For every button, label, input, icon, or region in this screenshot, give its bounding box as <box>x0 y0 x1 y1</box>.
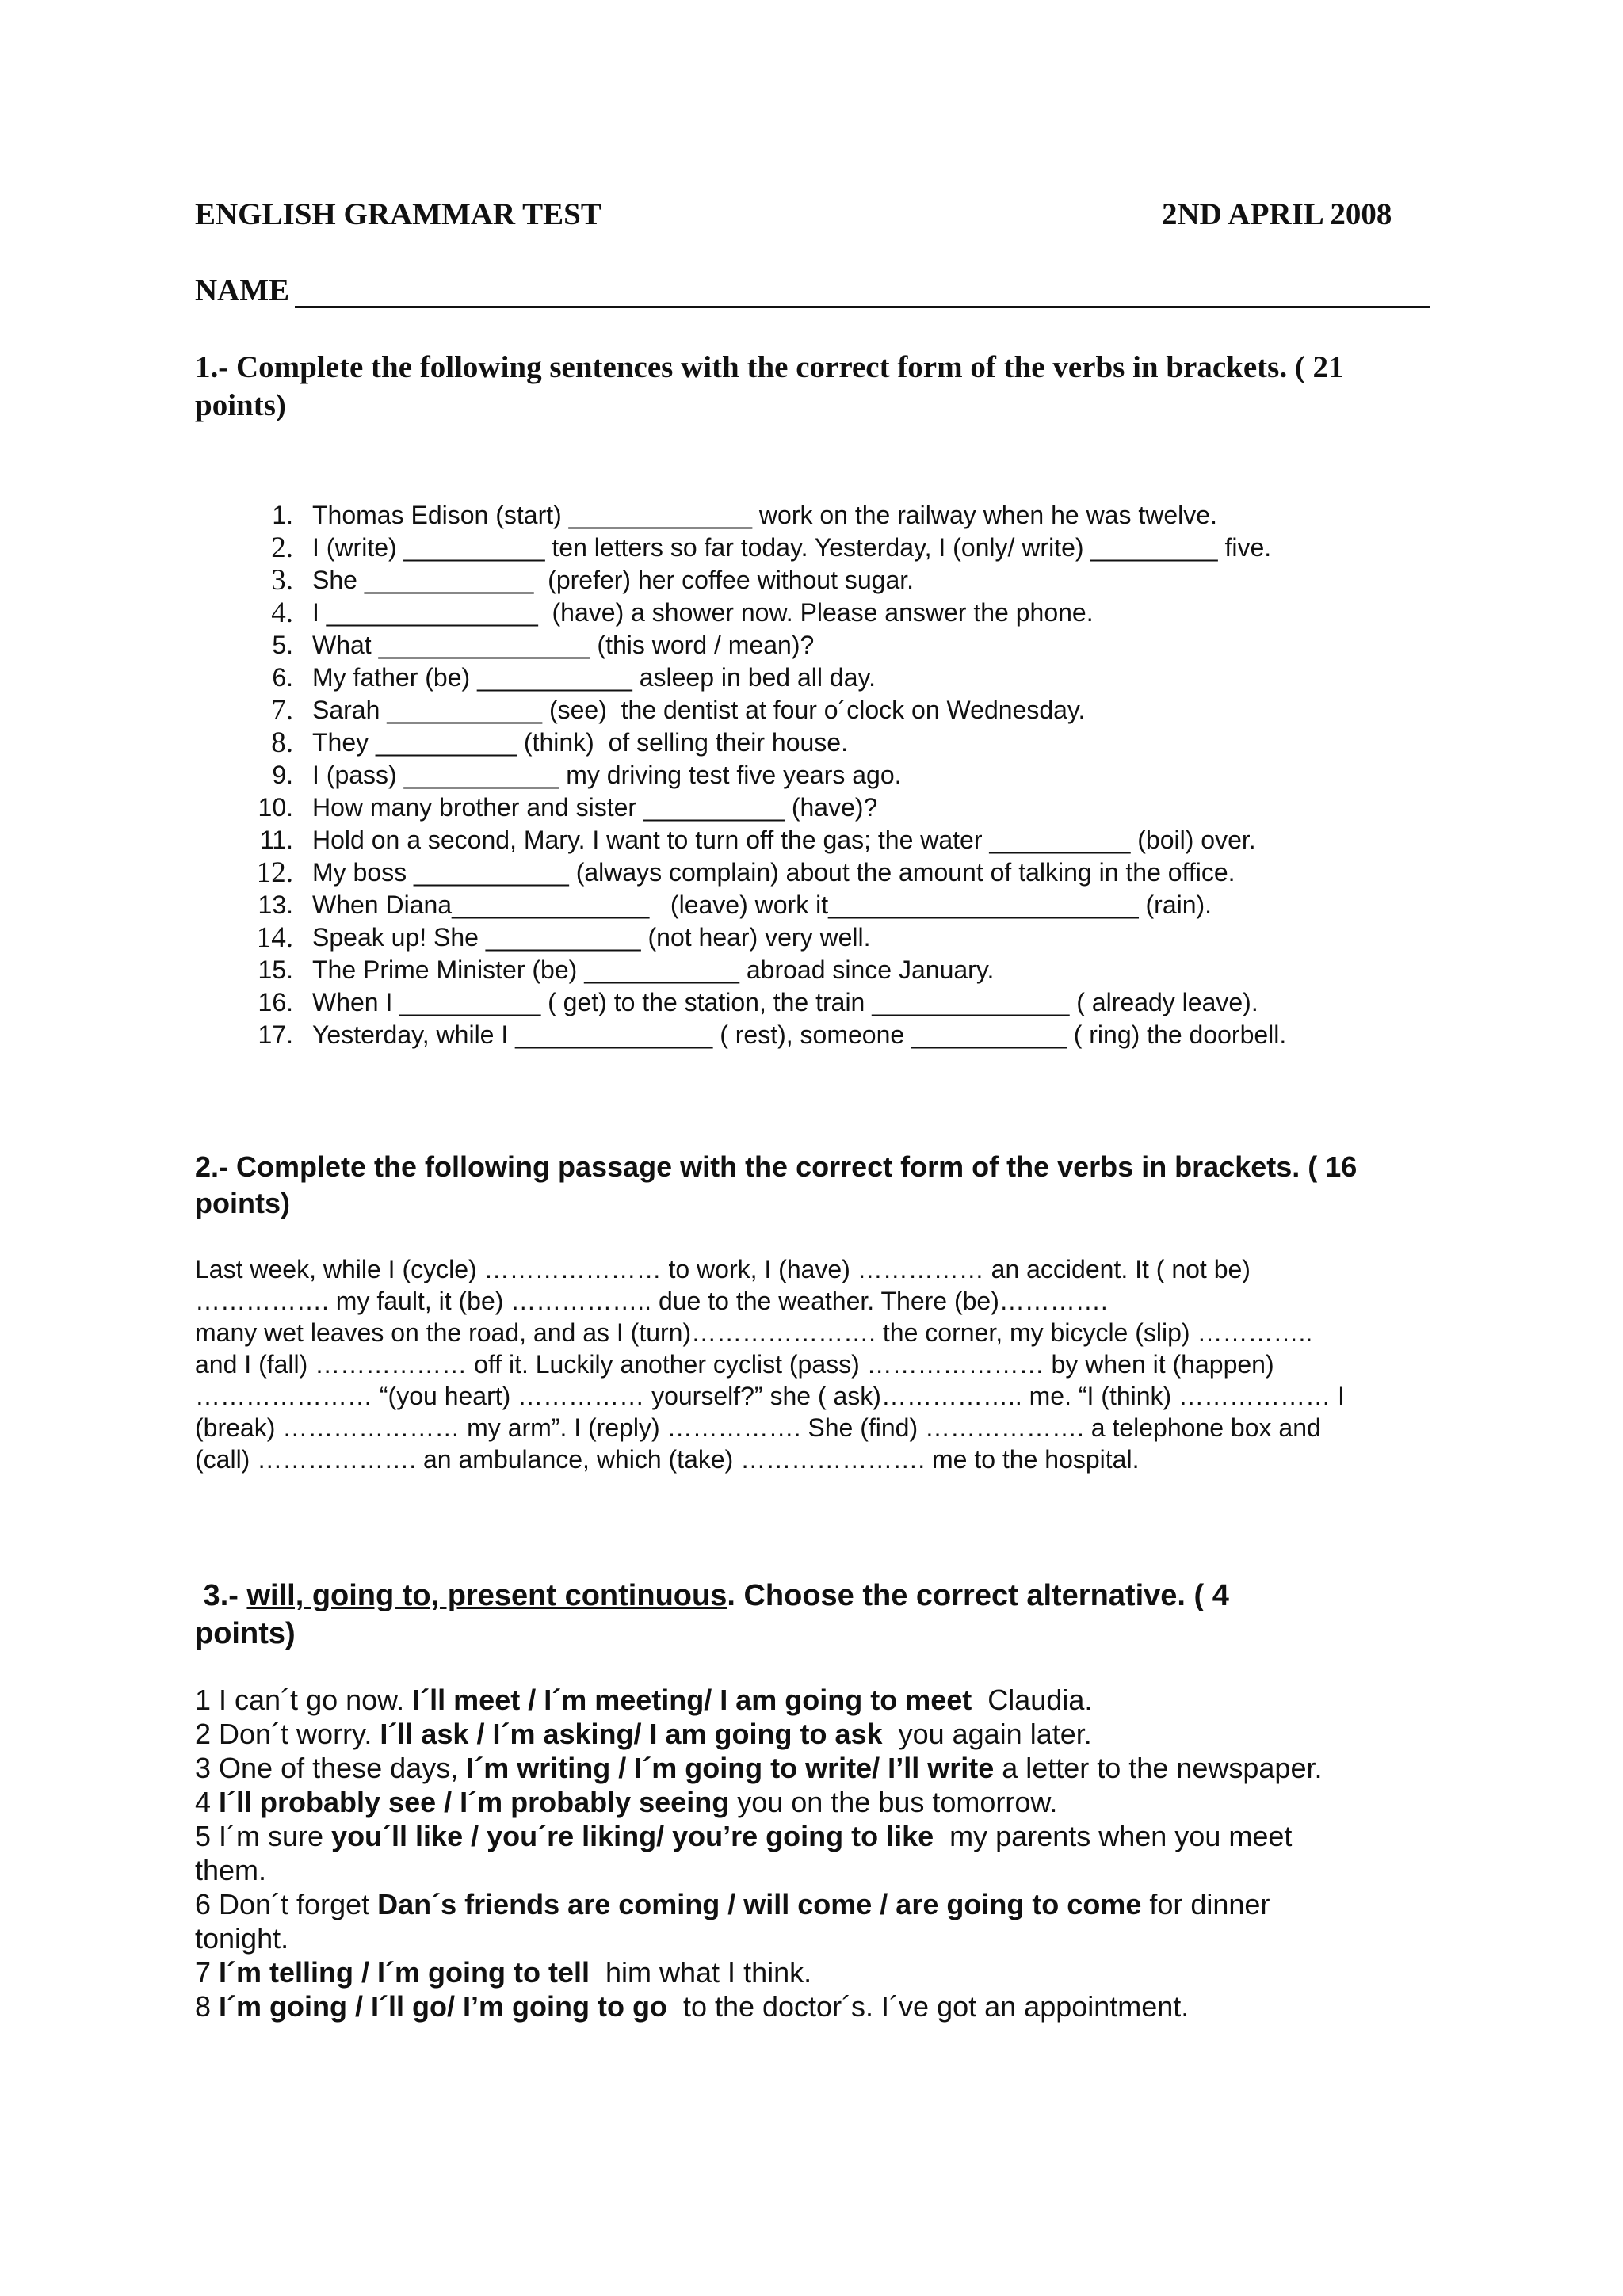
section1-item <box>238 629 1442 662</box>
item-number: 9. <box>272 761 293 789</box>
section3-item <box>195 1853 1447 1887</box>
section1-item <box>238 499 1442 532</box>
item-sentence: My father (be) ___________ asleep in bed all day. <box>312 663 876 692</box>
passage-line: many wet leaves on the road, and as I (turn)…………………. the corner, my bicycle (slip) ………….. <box>195 1318 1313 1347</box>
test-title: ENGLISH GRAMMAR TEST <box>195 197 601 231</box>
section3-item-post: you on the bus tomorrow. <box>729 1786 1058 1818</box>
item-number: 17. <box>258 1020 293 1049</box>
section3-item-pre: 3 One of these days, <box>195 1752 467 1784</box>
section3-heading-prefix: 3.- <box>195 1579 247 1612</box>
section3-item-bold: Dan´s friends are coming / will come / are going to come <box>377 1888 1142 1920</box>
section1-list <box>238 499 1442 1051</box>
section1-heading-line1: 1.- Complete the following sentences with the correct form of the verbs in brackets. ( 21 <box>195 350 1344 384</box>
section1-heading-line2: points) <box>195 388 286 422</box>
section3-item-pre: 6 Don´t forget <box>195 1888 378 1920</box>
item-sentence: When Diana______________ (leave) work it______________________ (rain). <box>312 891 1212 919</box>
section1-item <box>238 759 1442 791</box>
section3-item-pre: 4 <box>195 1786 220 1818</box>
item-number: 13. <box>258 891 293 919</box>
item-sentence: I _______________ (have) a shower now. Please answer the phone. <box>312 598 1094 627</box>
section3-item-post: for dinner <box>1141 1888 1270 1920</box>
section1-item <box>238 597 1442 629</box>
section1-heading <box>195 349 1439 425</box>
item-number: 2. <box>271 532 293 564</box>
section1-item <box>238 791 1442 824</box>
section3-item <box>195 1887 1447 1921</box>
item-sentence: I (write) __________ ten letters so far today. Yesterday, I (only/ write) _________ five. <box>312 533 1272 562</box>
section3-item <box>195 1989 1447 2023</box>
section3-item-pre: tonight. <box>195 1922 289 1955</box>
passage-line: and I (fall) ……………… off it. Luckily another cyclist (pass) ………………… by when it (happen) <box>195 1350 1274 1379</box>
section3-item-pre: 2 Don´t worry. <box>195 1718 380 1750</box>
item-number: 11. <box>259 826 293 854</box>
section3-item <box>195 1955 1447 1989</box>
section3-heading-line2: points) <box>195 1617 296 1650</box>
section1-item <box>238 1019 1442 1051</box>
section1-item <box>238 662 1442 694</box>
section1-item <box>238 694 1442 727</box>
section2-heading <box>195 1149 1447 1222</box>
section3-item <box>195 1751 1447 1785</box>
item-number: 16. <box>258 988 293 1016</box>
section3-item-bold: I´ll meet / I´m meeting/ I am going to meet <box>412 1684 972 1716</box>
section3-item <box>195 1717 1447 1751</box>
item-number: 3. <box>271 564 293 597</box>
item-sentence: She ____________ (prefer) her coffee without sugar. <box>312 566 915 594</box>
item-sentence: Sarah ___________ (see) the dentist at four o´clock on Wednesday. <box>312 696 1086 724</box>
item-number: 7. <box>271 694 293 727</box>
section2-passage <box>195 1253 1447 1475</box>
section1-item <box>238 564 1442 597</box>
passage-line: (break) ………………… my arm”. I (reply) ……………. She (find) ………………. a telephone box and <box>195 1413 1321 1442</box>
section1-item <box>238 986 1442 1019</box>
section3-item-bold: I´ll probably see / I´m probably seeing <box>219 1786 730 1818</box>
item-number: 12. <box>256 856 293 889</box>
section3-item-post: my parents when you meet <box>934 1820 1293 1852</box>
section3-item-post: him what I think. <box>590 1956 812 1989</box>
section3-heading-rest: . Choose the correct alternative. ( 4 <box>727 1579 1229 1612</box>
section1-item <box>238 856 1442 889</box>
item-sentence: Hold on a second, Mary. I want to turn off the gas; the water __________ (boil) over. <box>312 826 1256 854</box>
item-sentence: How many brother and sister __________ (have)? <box>312 793 878 822</box>
section3-item-bold: I´m going / I´ll go/ I’m going to go <box>219 1990 667 2023</box>
item-number: 5. <box>272 631 293 659</box>
passage-line: ………………… “(you heart) …………… yourself?” she ( ask)…………….. me. “I (think) ……………… I <box>195 1382 1345 1410</box>
item-number: 4. <box>271 597 293 629</box>
section1-item <box>238 921 1442 954</box>
item-sentence: My boss ___________ (always complain) about the amount of talking in the office. <box>312 858 1235 887</box>
item-sentence: The Prime Minister (be) ___________ abroad since January. <box>312 955 995 984</box>
item-sentence: Speak up! She ___________ (not hear) very well. <box>312 923 871 952</box>
section3-item-post: a letter to the newspaper. <box>994 1752 1323 1784</box>
section3-item-post: to the doctor´s. I´ve got an appointment. <box>666 1990 1190 2023</box>
section1-item <box>238 727 1442 759</box>
section2-heading-line2: points) <box>195 1187 290 1219</box>
section3-item-pre: 8 <box>195 1990 220 2023</box>
section3-item-pre: 5 I´m sure <box>195 1820 332 1852</box>
item-sentence: I (pass) ___________ my driving test five years ago. <box>312 761 902 789</box>
section3-item <box>195 1921 1447 1955</box>
item-number: 10. <box>258 793 293 822</box>
item-number: 15. <box>258 955 293 984</box>
section3-item <box>195 1785 1447 1819</box>
section3-heading <box>195 1577 1447 1653</box>
section3-item-pre: 7 <box>195 1956 220 1989</box>
passage-line: ……………. my fault, it (be) …………….. due to the weather. There (be)…………. <box>195 1287 1108 1315</box>
item-sentence: They __________ (think) of selling their house. <box>312 728 848 757</box>
section2-heading-line1: 2.- Complete the following passage with the correct form of the verbs in brackets. ( 16 <box>195 1150 1358 1183</box>
section1-item <box>238 824 1442 856</box>
item-sentence: Thomas Edison (start) _____________ work on the railway when he was twelve. <box>312 501 1217 529</box>
section1-item <box>238 532 1442 564</box>
section1-item <box>238 889 1442 921</box>
section3-item-bold: I´ll ask / I´m asking/ I am going to ask <box>380 1718 883 1750</box>
section3-heading-line1 <box>195 1577 1447 1615</box>
item-number: 8. <box>271 727 293 759</box>
section3-item-pre: 1 I can´t go now. <box>195 1684 413 1716</box>
section3-item-post: you again later. <box>882 1718 1092 1750</box>
name-blank-line <box>295 306 1430 308</box>
section3-item-bold: I´m writing / I´m going to write/ I’ll write <box>466 1752 995 1784</box>
section3-item <box>195 1683 1447 1717</box>
passage-line: Last week, while I (cycle) ………………… to work, I (have) …………… an accident. It ( not be) <box>195 1255 1251 1283</box>
section3-heading-topic: will, going to, present continuous <box>246 1579 727 1612</box>
item-number: 14. <box>256 921 293 954</box>
section3-item-bold: I´m telling / I´m going to tell <box>219 1956 590 1989</box>
item-sentence: Yesterday, while I ______________ ( rest), someone ___________ ( ring) the doorbell. <box>312 1020 1287 1049</box>
name-label: NAME <box>195 273 290 307</box>
test-date: 2ND APRIL 2008 <box>1162 197 1392 231</box>
item-sentence: What _______________ (this word / mean)? <box>312 631 815 659</box>
passage-line: (call) ………………. an ambulance, which (take) …………………. me to the hospital. <box>195 1445 1140 1474</box>
section3-item-bold: you´ll like / you´re liking/ you’re going to like <box>331 1820 934 1852</box>
item-number: 6. <box>272 663 293 692</box>
item-number: 1. <box>272 501 293 529</box>
section3-item <box>195 1819 1447 1853</box>
section3-list <box>195 1683 1447 2023</box>
section3-item-pre: them. <box>195 1854 267 1886</box>
section3-item-post: Claudia. <box>972 1684 1093 1716</box>
item-sentence: When I __________ ( get) to the station, the train ______________ ( already leave). <box>312 988 1258 1016</box>
section1-item <box>238 954 1442 986</box>
